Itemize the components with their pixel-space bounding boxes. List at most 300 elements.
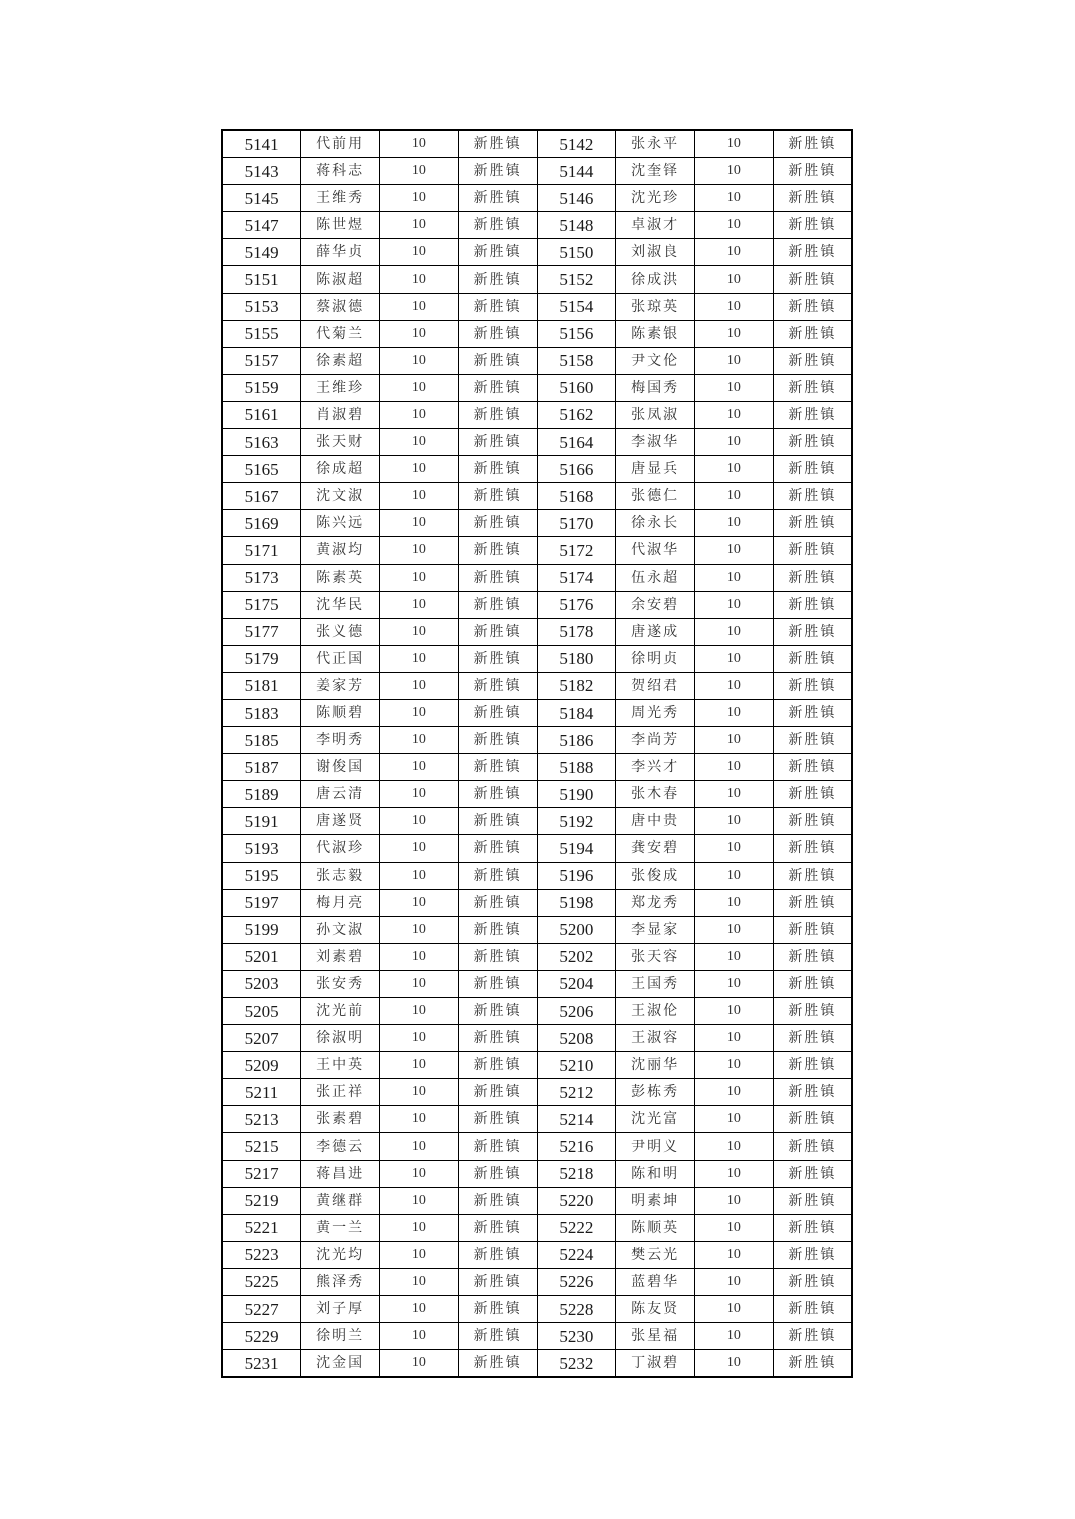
name-cell: 周光秀 <box>616 699 695 726</box>
name-cell: 陈顺英 <box>616 1214 695 1241</box>
name-cell: 黄一兰 <box>301 1214 380 1241</box>
serial-number-cell: 5150 <box>537 239 616 266</box>
town-cell: 新胜镇 <box>773 591 852 618</box>
name-cell: 樊云光 <box>616 1241 695 1268</box>
town-cell: 新胜镇 <box>458 699 537 726</box>
town-cell: 新胜镇 <box>458 266 537 293</box>
name-cell: 陈顺碧 <box>301 699 380 726</box>
amount-cell: 10 <box>380 374 459 401</box>
name-cell: 明素坤 <box>616 1187 695 1214</box>
amount-cell: 10 <box>380 564 459 591</box>
town-cell: 新胜镇 <box>458 374 537 401</box>
amount-cell: 10 <box>695 1079 774 1106</box>
town-cell: 新胜镇 <box>458 456 537 483</box>
table-row <box>222 266 852 293</box>
town-cell: 新胜镇 <box>773 320 852 347</box>
serial-number-cell: 5192 <box>537 808 616 835</box>
amount-cell: 10 <box>380 862 459 889</box>
town-cell: 新胜镇 <box>773 401 852 428</box>
serial-number-cell: 5230 <box>537 1323 616 1350</box>
town-cell: 新胜镇 <box>773 998 852 1025</box>
town-cell: 新胜镇 <box>458 1214 537 1241</box>
serial-number-cell: 5182 <box>537 672 616 699</box>
table-row <box>222 1025 852 1052</box>
amount-cell: 10 <box>380 1106 459 1133</box>
table-row <box>222 862 852 889</box>
serial-number-cell: 5204 <box>537 970 616 997</box>
serial-number-cell: 5201 <box>222 943 301 970</box>
amount-cell: 10 <box>695 943 774 970</box>
amount-cell: 10 <box>695 808 774 835</box>
name-cell: 张德仁 <box>616 483 695 510</box>
table-row <box>222 943 852 970</box>
name-cell: 张素碧 <box>301 1106 380 1133</box>
town-cell: 新胜镇 <box>773 618 852 645</box>
serial-number-cell: 5232 <box>537 1350 616 1378</box>
name-cell: 张星福 <box>616 1323 695 1350</box>
amount-cell: 10 <box>695 618 774 645</box>
amount-cell: 10 <box>380 808 459 835</box>
amount-cell: 10 <box>380 998 459 1025</box>
town-cell: 新胜镇 <box>773 1079 852 1106</box>
table-row <box>222 537 852 564</box>
name-cell: 唐遂成 <box>616 618 695 645</box>
serial-number-cell: 5231 <box>222 1350 301 1378</box>
serial-number-cell: 5170 <box>537 510 616 537</box>
name-cell: 张义德 <box>301 618 380 645</box>
table-row <box>222 1187 852 1214</box>
table-row <box>222 1106 852 1133</box>
amount-cell: 10 <box>380 130 459 158</box>
name-cell: 陈兴远 <box>301 510 380 537</box>
town-cell: 新胜镇 <box>773 429 852 456</box>
name-cell: 尹明义 <box>616 1133 695 1160</box>
amount-cell: 10 <box>695 754 774 781</box>
name-cell: 代正国 <box>301 645 380 672</box>
amount-cell: 10 <box>695 591 774 618</box>
amount-cell: 10 <box>380 429 459 456</box>
amount-cell: 10 <box>380 1350 459 1378</box>
amount-cell: 10 <box>380 239 459 266</box>
amount-cell: 10 <box>380 943 459 970</box>
serial-number-cell: 5165 <box>222 456 301 483</box>
town-cell: 新胜镇 <box>458 347 537 374</box>
serial-number-cell: 5145 <box>222 185 301 212</box>
amount-cell: 10 <box>695 1052 774 1079</box>
name-cell: 李德云 <box>301 1133 380 1160</box>
town-cell: 新胜镇 <box>773 645 852 672</box>
amount-cell: 10 <box>380 1241 459 1268</box>
town-cell: 新胜镇 <box>773 808 852 835</box>
name-cell: 郑龙秀 <box>616 889 695 916</box>
name-cell: 尹文伦 <box>616 347 695 374</box>
amount-cell: 10 <box>380 889 459 916</box>
serial-number-cell: 5218 <box>537 1160 616 1187</box>
serial-number-cell: 5215 <box>222 1133 301 1160</box>
town-cell: 新胜镇 <box>458 1106 537 1133</box>
name-cell: 李兴才 <box>616 754 695 781</box>
amount-cell: 10 <box>380 970 459 997</box>
name-cell: 王维珍 <box>301 374 380 401</box>
amount-cell: 10 <box>695 1350 774 1378</box>
amount-cell: 10 <box>695 998 774 1025</box>
table-row <box>222 889 852 916</box>
name-cell: 张永平 <box>616 130 695 158</box>
amount-cell: 10 <box>695 537 774 564</box>
serial-number-cell: 5210 <box>537 1052 616 1079</box>
name-cell: 熊泽秀 <box>301 1268 380 1295</box>
serial-number-cell: 5221 <box>222 1214 301 1241</box>
table-row <box>222 293 852 320</box>
table-row <box>222 1268 852 1295</box>
town-cell: 新胜镇 <box>773 781 852 808</box>
table-row <box>222 835 852 862</box>
amount-cell: 10 <box>695 239 774 266</box>
serial-number-cell: 5228 <box>537 1296 616 1323</box>
table-row <box>222 754 852 781</box>
name-cell: 余安碧 <box>616 591 695 618</box>
amount-cell: 10 <box>695 456 774 483</box>
name-cell: 黄淑均 <box>301 537 380 564</box>
town-cell: 新胜镇 <box>773 1133 852 1160</box>
amount-cell: 10 <box>695 835 774 862</box>
town-cell: 新胜镇 <box>458 1187 537 1214</box>
serial-number-cell: 5222 <box>537 1214 616 1241</box>
table-row <box>222 672 852 699</box>
serial-number-cell: 5212 <box>537 1079 616 1106</box>
name-cell: 王淑容 <box>616 1025 695 1052</box>
serial-number-cell: 5153 <box>222 293 301 320</box>
name-cell: 张志毅 <box>301 862 380 889</box>
table-row <box>222 212 852 239</box>
name-cell: 蒋科志 <box>301 158 380 185</box>
name-cell: 李显家 <box>616 916 695 943</box>
amount-cell: 10 <box>380 456 459 483</box>
serial-number-cell: 5191 <box>222 808 301 835</box>
name-cell: 唐遂贤 <box>301 808 380 835</box>
serial-number-cell: 5193 <box>222 835 301 862</box>
amount-cell: 10 <box>380 1133 459 1160</box>
serial-number-cell: 5147 <box>222 212 301 239</box>
name-cell: 张凤淑 <box>616 401 695 428</box>
town-cell: 新胜镇 <box>458 185 537 212</box>
name-cell: 代淑珍 <box>301 835 380 862</box>
serial-number-cell: 5198 <box>537 889 616 916</box>
serial-number-cell: 5159 <box>222 374 301 401</box>
serial-number-cell: 5183 <box>222 699 301 726</box>
serial-number-cell: 5178 <box>537 618 616 645</box>
serial-number-cell: 5205 <box>222 998 301 1025</box>
town-cell: 新胜镇 <box>773 185 852 212</box>
town-cell: 新胜镇 <box>773 1214 852 1241</box>
town-cell: 新胜镇 <box>773 564 852 591</box>
table-row <box>222 564 852 591</box>
town-cell: 新胜镇 <box>458 293 537 320</box>
serial-number-cell: 5160 <box>537 374 616 401</box>
name-cell: 卓淑才 <box>616 212 695 239</box>
serial-number-cell: 5225 <box>222 1268 301 1295</box>
name-cell: 陈素英 <box>301 564 380 591</box>
serial-number-cell: 5144 <box>537 158 616 185</box>
amount-cell: 10 <box>380 537 459 564</box>
amount-cell: 10 <box>695 1268 774 1295</box>
name-cell: 沈文淑 <box>301 483 380 510</box>
name-cell: 王中英 <box>301 1052 380 1079</box>
serial-number-cell: 5184 <box>537 699 616 726</box>
amount-cell: 10 <box>695 320 774 347</box>
table-row <box>222 1350 852 1378</box>
serial-number-cell: 5196 <box>537 862 616 889</box>
name-cell: 贺绍君 <box>616 672 695 699</box>
name-cell: 梅国秀 <box>616 374 695 401</box>
table-row <box>222 483 852 510</box>
amount-cell: 10 <box>380 916 459 943</box>
town-cell: 新胜镇 <box>773 1350 852 1378</box>
amount-cell: 10 <box>695 564 774 591</box>
amount-cell: 10 <box>695 266 774 293</box>
name-cell: 张正祥 <box>301 1079 380 1106</box>
amount-cell: 10 <box>695 1106 774 1133</box>
amount-cell: 10 <box>695 1160 774 1187</box>
town-cell: 新胜镇 <box>773 889 852 916</box>
amount-cell: 10 <box>695 970 774 997</box>
serial-number-cell: 5216 <box>537 1133 616 1160</box>
amount-cell: 10 <box>380 510 459 537</box>
town-cell: 新胜镇 <box>458 1133 537 1160</box>
town-cell: 新胜镇 <box>458 808 537 835</box>
name-cell: 徐明兰 <box>301 1323 380 1350</box>
serial-number-cell: 5206 <box>537 998 616 1025</box>
town-cell: 新胜镇 <box>773 347 852 374</box>
serial-number-cell: 5167 <box>222 483 301 510</box>
amount-cell: 10 <box>695 1214 774 1241</box>
amount-cell: 10 <box>380 1187 459 1214</box>
serial-number-cell: 5211 <box>222 1079 301 1106</box>
name-cell: 龚安碧 <box>616 835 695 862</box>
table-row <box>222 320 852 347</box>
town-cell: 新胜镇 <box>458 1323 537 1350</box>
amount-cell: 10 <box>695 889 774 916</box>
name-cell: 李淑华 <box>616 429 695 456</box>
table-row <box>222 781 852 808</box>
serial-number-cell: 5189 <box>222 781 301 808</box>
serial-number-cell: 5219 <box>222 1187 301 1214</box>
amount-cell: 10 <box>695 483 774 510</box>
amount-cell: 10 <box>380 835 459 862</box>
table-row <box>222 618 852 645</box>
serial-number-cell: 5152 <box>537 266 616 293</box>
name-cell: 王维秀 <box>301 185 380 212</box>
town-cell: 新胜镇 <box>773 1160 852 1187</box>
amount-cell: 10 <box>380 1214 459 1241</box>
town-cell: 新胜镇 <box>773 158 852 185</box>
table-row <box>222 1160 852 1187</box>
town-cell: 新胜镇 <box>773 1025 852 1052</box>
table-row <box>222 185 852 212</box>
town-cell: 新胜镇 <box>773 862 852 889</box>
serial-number-cell: 5148 <box>537 212 616 239</box>
name-cell: 沈华民 <box>301 591 380 618</box>
serial-number-cell: 5220 <box>537 1187 616 1214</box>
amount-cell: 10 <box>380 483 459 510</box>
amount-cell: 10 <box>380 591 459 618</box>
town-cell: 新胜镇 <box>458 916 537 943</box>
table-row <box>222 456 852 483</box>
amount-cell: 10 <box>380 1160 459 1187</box>
amount-cell: 10 <box>695 1296 774 1323</box>
town-cell: 新胜镇 <box>458 1296 537 1323</box>
amount-cell: 10 <box>695 510 774 537</box>
amount-cell: 10 <box>380 1268 459 1295</box>
town-cell: 新胜镇 <box>773 1241 852 1268</box>
amount-cell: 10 <box>380 320 459 347</box>
amount-cell: 10 <box>380 293 459 320</box>
town-cell: 新胜镇 <box>773 1268 852 1295</box>
serial-number-cell: 5168 <box>537 483 616 510</box>
serial-number-cell: 5171 <box>222 537 301 564</box>
table-row <box>222 970 852 997</box>
town-cell: 新胜镇 <box>458 754 537 781</box>
amount-cell: 10 <box>695 1133 774 1160</box>
amount-cell: 10 <box>380 699 459 726</box>
serial-number-cell: 5203 <box>222 970 301 997</box>
name-cell: 沈光均 <box>301 1241 380 1268</box>
serial-number-cell: 5162 <box>537 401 616 428</box>
table-row <box>222 998 852 1025</box>
name-cell: 徐成洪 <box>616 266 695 293</box>
name-cell: 代菊兰 <box>301 320 380 347</box>
town-cell: 新胜镇 <box>458 1241 537 1268</box>
table-row <box>222 645 852 672</box>
amount-cell: 10 <box>695 1323 774 1350</box>
name-cell: 唐显兵 <box>616 456 695 483</box>
name-cell: 徐永长 <box>616 510 695 537</box>
town-cell: 新胜镇 <box>458 429 537 456</box>
amount-cell: 10 <box>695 672 774 699</box>
table-row <box>222 1296 852 1323</box>
town-cell: 新胜镇 <box>458 1079 537 1106</box>
serial-number-cell: 5214 <box>537 1106 616 1133</box>
name-cell: 陈友贤 <box>616 1296 695 1323</box>
amount-cell: 10 <box>380 185 459 212</box>
town-cell: 新胜镇 <box>458 510 537 537</box>
town-cell: 新胜镇 <box>773 1187 852 1214</box>
town-cell: 新胜镇 <box>773 1296 852 1323</box>
town-cell: 新胜镇 <box>773 374 852 401</box>
town-cell: 新胜镇 <box>773 943 852 970</box>
town-cell: 新胜镇 <box>773 916 852 943</box>
name-cell: 姜家芳 <box>301 672 380 699</box>
town-cell: 新胜镇 <box>773 699 852 726</box>
name-cell: 唐中贵 <box>616 808 695 835</box>
table-row <box>222 727 852 754</box>
serial-number-cell: 5174 <box>537 564 616 591</box>
table-row <box>222 1241 852 1268</box>
amount-cell: 10 <box>695 130 774 158</box>
name-cell: 沈金国 <box>301 1350 380 1378</box>
name-cell: 沈奎铎 <box>616 158 695 185</box>
serial-number-cell: 5156 <box>537 320 616 347</box>
serial-number-cell: 5200 <box>537 916 616 943</box>
town-cell: 新胜镇 <box>458 239 537 266</box>
serial-number-cell: 5223 <box>222 1241 301 1268</box>
amount-cell: 10 <box>695 645 774 672</box>
town-cell: 新胜镇 <box>458 130 537 158</box>
serial-number-cell: 5202 <box>537 943 616 970</box>
name-cell: 陈和明 <box>616 1160 695 1187</box>
name-cell: 陈世煜 <box>301 212 380 239</box>
serial-number-cell: 5141 <box>222 130 301 158</box>
town-cell: 新胜镇 <box>458 727 537 754</box>
name-cell: 刘淑良 <box>616 239 695 266</box>
name-cell: 薛华贞 <box>301 239 380 266</box>
town-cell: 新胜镇 <box>773 1052 852 1079</box>
amount-cell: 10 <box>380 347 459 374</box>
name-cell: 李尚芳 <box>616 727 695 754</box>
serial-number-cell: 5164 <box>537 429 616 456</box>
town-cell: 新胜镇 <box>458 889 537 916</box>
amount-cell: 10 <box>380 781 459 808</box>
town-cell: 新胜镇 <box>773 456 852 483</box>
amount-cell: 10 <box>380 1025 459 1052</box>
serial-number-cell: 5194 <box>537 835 616 862</box>
recipient-table <box>221 129 853 1378</box>
name-cell: 刘子厚 <box>301 1296 380 1323</box>
amount-cell: 10 <box>695 1025 774 1052</box>
name-cell: 徐淑明 <box>301 1025 380 1052</box>
amount-cell: 10 <box>695 916 774 943</box>
table-row <box>222 808 852 835</box>
town-cell: 新胜镇 <box>458 212 537 239</box>
town-cell: 新胜镇 <box>773 1323 852 1350</box>
serial-number-cell: 5155 <box>222 320 301 347</box>
serial-number-cell: 5163 <box>222 429 301 456</box>
table-row <box>222 347 852 374</box>
town-cell: 新胜镇 <box>458 483 537 510</box>
serial-number-cell: 5224 <box>537 1241 616 1268</box>
name-cell: 刘素碧 <box>301 943 380 970</box>
name-cell: 蔡淑德 <box>301 293 380 320</box>
table-row <box>222 158 852 185</box>
serial-number-cell: 5217 <box>222 1160 301 1187</box>
table-row <box>222 1052 852 1079</box>
serial-number-cell: 5154 <box>537 293 616 320</box>
name-cell: 沈光前 <box>301 998 380 1025</box>
table-row <box>222 699 852 726</box>
name-cell: 张俊成 <box>616 862 695 889</box>
serial-number-cell: 5151 <box>222 266 301 293</box>
serial-number-cell: 5186 <box>537 727 616 754</box>
amount-cell: 10 <box>380 1079 459 1106</box>
serial-number-cell: 5149 <box>222 239 301 266</box>
town-cell: 新胜镇 <box>773 483 852 510</box>
town-cell: 新胜镇 <box>773 1106 852 1133</box>
amount-cell: 10 <box>695 429 774 456</box>
table-row <box>222 510 852 537</box>
name-cell: 彭栋秀 <box>616 1079 695 1106</box>
town-cell: 新胜镇 <box>458 564 537 591</box>
town-cell: 新胜镇 <box>458 1025 537 1052</box>
town-cell: 新胜镇 <box>458 862 537 889</box>
serial-number-cell: 5161 <box>222 401 301 428</box>
name-cell: 肖淑碧 <box>301 401 380 428</box>
name-cell: 谢俊国 <box>301 754 380 781</box>
serial-number-cell: 5187 <box>222 754 301 781</box>
amount-cell: 10 <box>380 618 459 645</box>
serial-number-cell: 5208 <box>537 1025 616 1052</box>
serial-number-cell: 5173 <box>222 564 301 591</box>
serial-number-cell: 5181 <box>222 672 301 699</box>
